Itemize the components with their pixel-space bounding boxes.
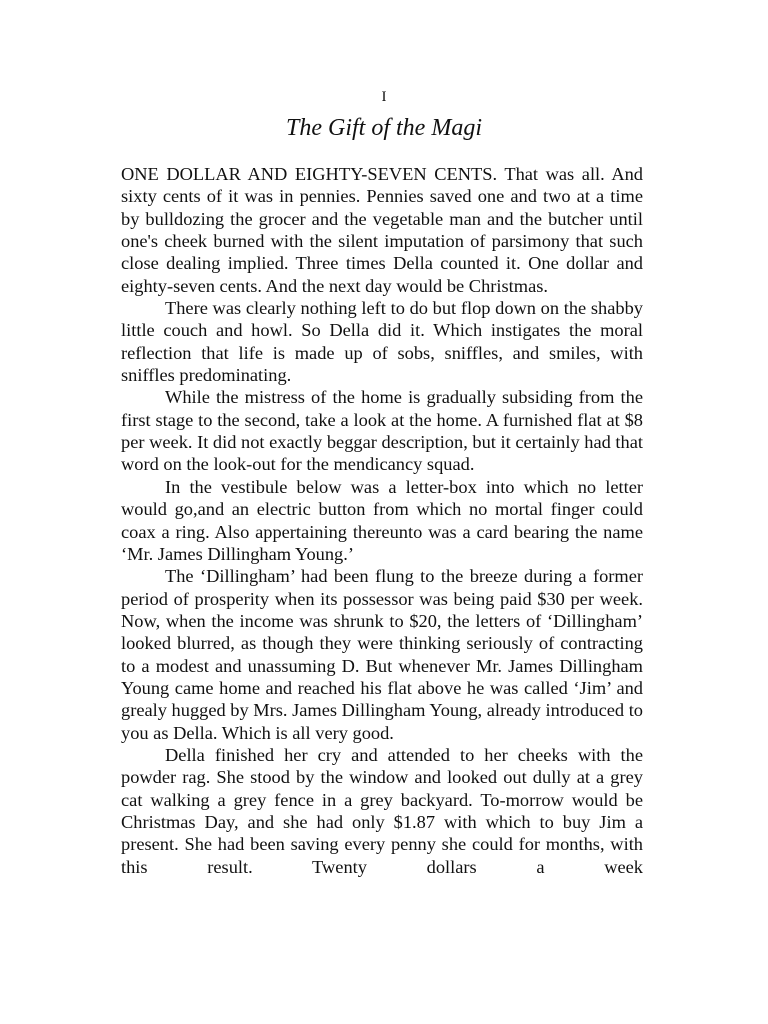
paragraph-4: In the vestibule below was a letter-box into which no letter would go,and an electric button from which no mortal finger could coax a ring. Also appertaining thereunto was a card bearing the name ‘Mr. James Dillingham Young.’	[121, 476, 643, 564]
paragraph-1: ONE DOLLAR AND EIGHTY-SEVEN CENTS. That was all. And sixty cents of it was in pennies. Pennies saved one and two at a time by bulldozing the grocer and the vegetable man and the butcher until one's cheek burned with the silent imputation of parsimony that such close dealing implied. Three times Della counted it. One dollar and eighty-seven cents. And the next day would be Christmas.	[121, 164, 643, 296]
paragraph-6: Della finished her cry and attended to her cheeks with the powder rag. She stood by the window and looked out dully at a grey cat walking a grey fence in a grey backyard. To-morrow would be Christmas Day, and she had only $1.87 with which to buy Jim a present. She had been saving every penny she could for months, with this result. Twenty dollars a week	[121, 744, 643, 877]
chapter-number: I	[381, 89, 387, 105]
paragraph-3: While the mistress of the home is gradually subsiding from the first stage to the second, take a look at the home. A furnished flat at $8 per week. It did not exactly beggar description, but it certainly had that word on the look-out for the mendicancy squad.	[121, 387, 643, 475]
paragraph-2: There was clearly nothing left to do but flop down on the shabby little couch and howl. So Della did it. Which instigates the moral reflection that life is made up of sobs, sniffles, and smiles, with sniffles predominating.	[121, 298, 643, 386]
paragraph-5: The ‘Dillingham’ had been flung to the breeze during a former period of prosperity when its possessor was being paid $30 per week. Now, when the income was shrunk to $20, the letters of ‘Dillingham’ looked blurred, as though they were thinking seriously of contracting to a modest and unassuming D. But whenever Mr. James Dillingham Young came home and reached his flat above he was called ‘Jim’ and grealy hugged by Mrs. James Dillingham Young, already introduced to you as Della. Which is all very good.	[121, 566, 644, 743]
chapter-title: The Gift of the Magi	[286, 115, 482, 141]
story-body	[121, 163, 643, 878]
